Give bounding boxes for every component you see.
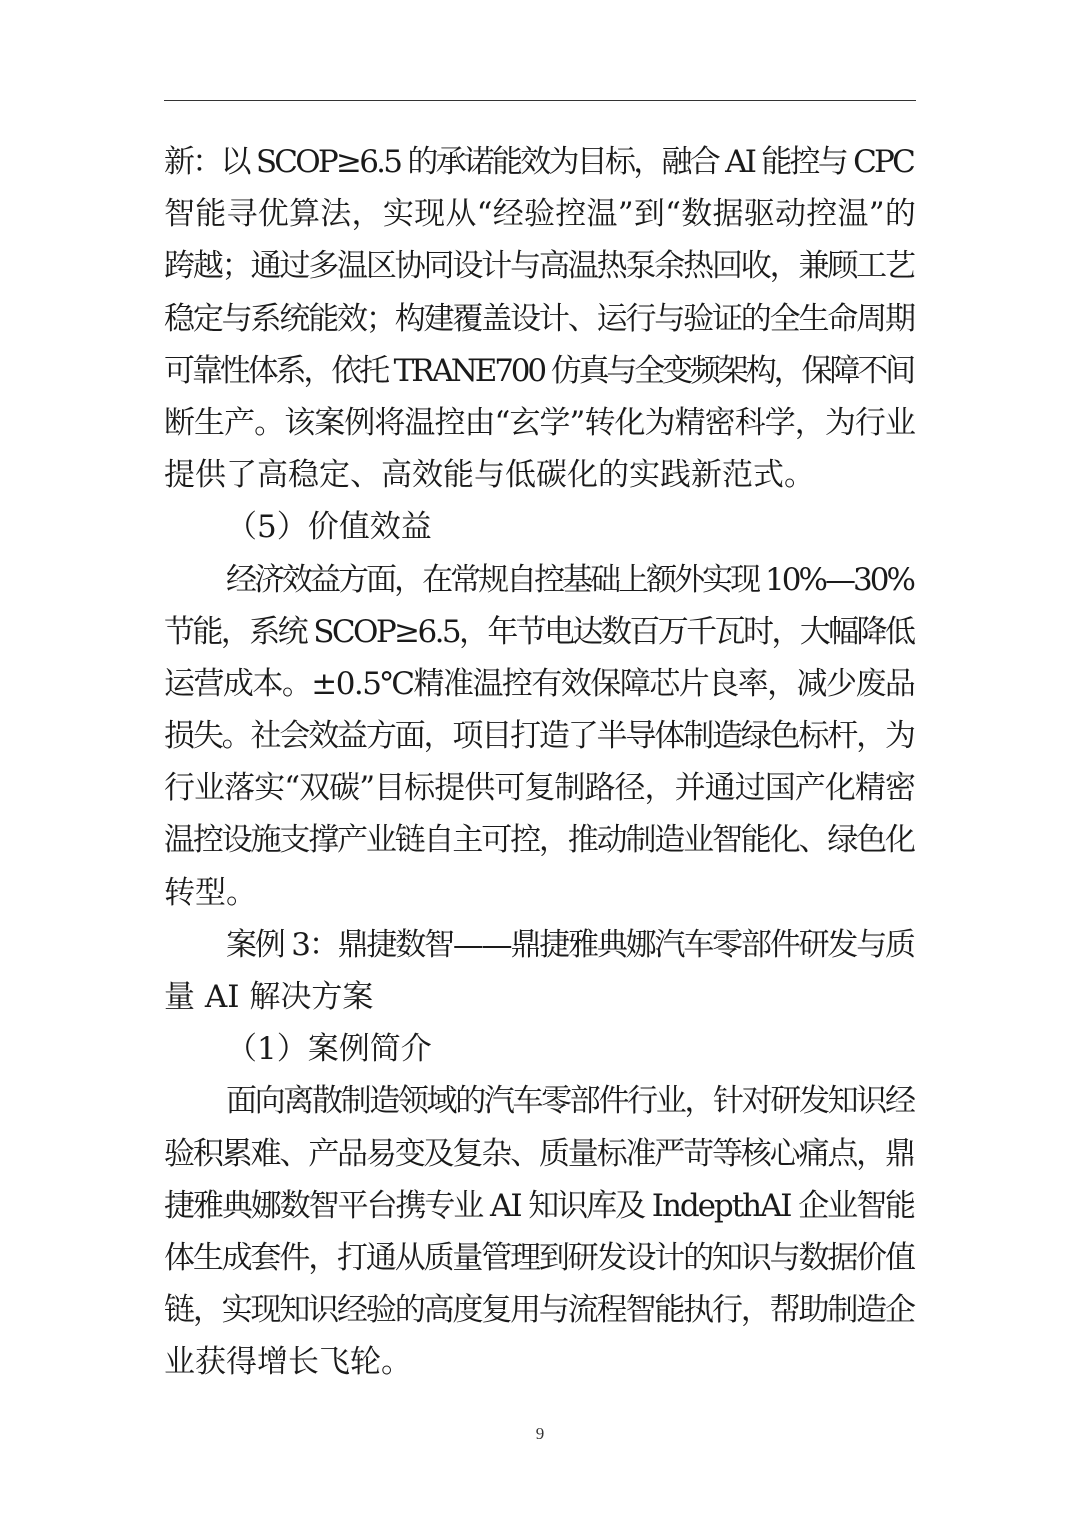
text-line: 链，实现知识经验的高度复用与流程智能执行，帮助制造企 (164, 1292, 914, 1329)
text-line: 提供了高稳定、高效能与低碳化的实践新范式。 (164, 457, 815, 494)
text-line: 节能，系统 SCOP≥6.5，年节电达数百万千瓦时，大幅降低 (164, 613, 914, 650)
text-line: 量 AI 解决方案 (164, 979, 374, 1015)
text-line: 捷雅典娜数智平台携专业 AI 知识库及 IndepthAI 企业智能 (164, 1187, 914, 1224)
text-line: 跨越；通过多温区协同设计与高温热泵余热回收，兼顾工艺 (164, 248, 914, 285)
text-line: 可靠性体系，依托 TRANE700 仿真与全变频架构，保障不间 (164, 352, 914, 389)
text-line: 体生成套件，打通从质量管理到研发设计的知识与数据价值 (164, 1239, 914, 1276)
header-rule (164, 100, 916, 101)
text-line: 损失。社会效益方面，项目打造了半导体制造绿色标杆，为 (164, 718, 914, 755)
text-line: 稳定与系统能效；构建覆盖设计、运行与验证的全生命周期 (164, 300, 914, 337)
text-line: 经济效益方面，在常规自控基础上额外实现 10%—30% (226, 561, 913, 598)
text-line: （1）案例简介 (226, 1031, 432, 1068)
text-line: 业获得增长飞轮。 (164, 1344, 412, 1381)
text-line: 温控设施支撑产业链自主可控，推动制造业智能化、绿色化 (164, 822, 914, 859)
page-number: 9 (535, 1424, 545, 1443)
text-line: （5）价值效益 (226, 509, 432, 546)
text-line: 案例 3：鼎捷数智——鼎捷雅典娜汽车零部件研发与质 (226, 926, 914, 963)
text-line: 面向离散制造领域的汽车零部件行业，针对研发知识经 (226, 1083, 914, 1120)
text-line: 验积累难、产品易变及复杂、质量标准严苛等核心痛点，鼎 (164, 1135, 914, 1172)
text-line: 运营成本。±0.5℃精准温控有效保障芯片良率，减少废品 (164, 665, 915, 702)
text-line: 智能寻优算法，实现从“经验控温”到“数据驱动控温”的 (164, 196, 917, 233)
text-line: 新：以 SCOP≥6.5 的承诺能效为目标，融合 AI 能控与 CPC (164, 144, 914, 180)
text-line: 行业落实“双碳”目标提供可复制路径，并通过国产化精密 (164, 770, 915, 807)
document-body (164, 136, 916, 1389)
text-line: 断生产。该案例将温控由“玄学”转化为精密科学，为行业 (164, 404, 915, 441)
text-line: 转型。 (164, 874, 257, 911)
